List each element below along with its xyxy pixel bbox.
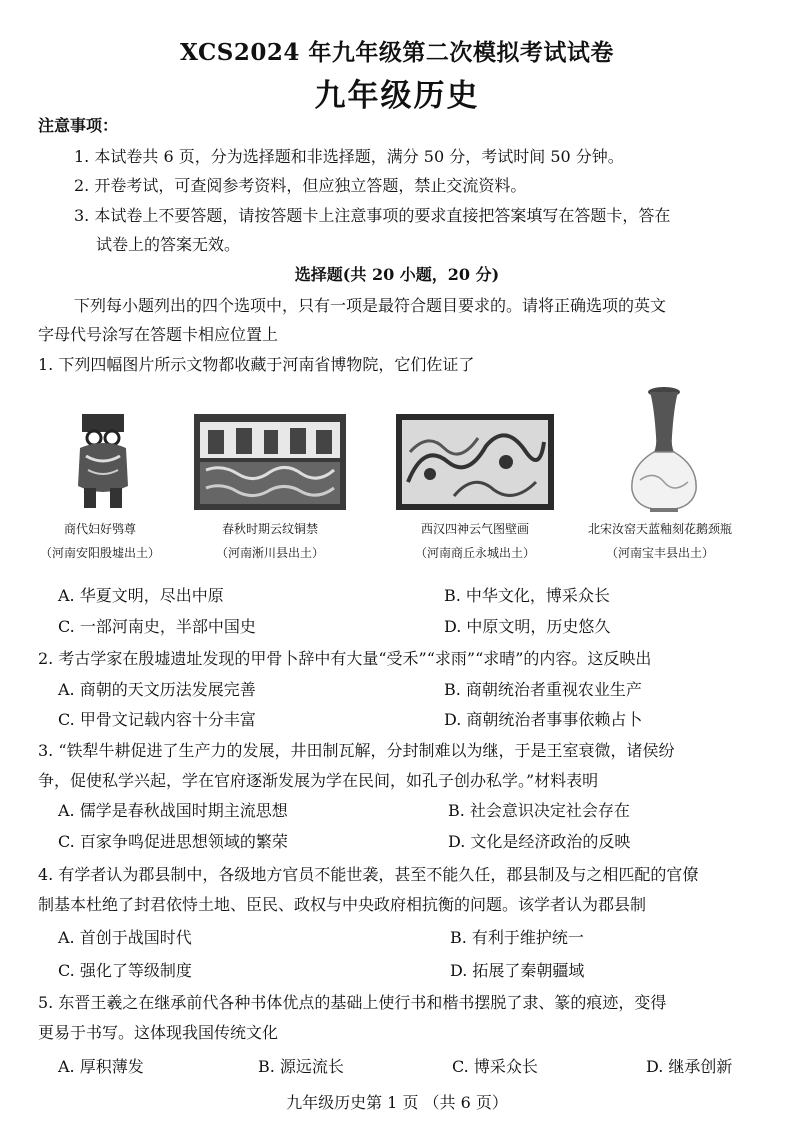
fig1-origin: （河南安阳殷墟出土） [39, 546, 160, 560]
q4-stem-2: 制基本杜绝了封君依恃土地、臣民、政权与中央政府相抗衡的问题。该学者认为郡县制 [38, 895, 647, 914]
mural-image [394, 412, 556, 512]
notice-item-3: 3. 本试卷上不要答题，请按答题卡上注意事项的要求直接把答案填写在答题卡，答在 [74, 206, 671, 225]
q5-option-c: C. 博采众长 [452, 1057, 538, 1076]
section-heading: 选择题(共 20 小题，20 分) [294, 265, 500, 284]
q1-option-d: D. 中原文明，历史悠久 [444, 617, 611, 636]
q3-option-d: D. 文化是经济政治的反映 [448, 832, 631, 851]
q4-option-d: D. 拓展了秦朝疆域 [450, 961, 585, 980]
notice-item-1: 1. 本试卷共 6 页，分为选择题和非选择题，满分 50 分，考试时间 50 分钟。 [74, 147, 624, 166]
q2-option-b: B. 商朝统治者重视农业生产 [444, 680, 642, 699]
q3-option-b: B. 社会意识决定社会存在 [448, 801, 630, 820]
notice-item-2: 2. 开卷考试，可查阅参考资料，但应独立答题，禁止交流资料。 [74, 176, 527, 195]
section-intro-2: 字母代号涂写在答题卡相应位置上 [38, 325, 279, 344]
section-intro-1: 下列每小题列出的四个选项中，只有一项是最符合题目要求的。请将正确选项的英文 [74, 296, 667, 315]
subject-title: 九年级历史 [314, 78, 480, 114]
exam-title: XCS2024 年九年级第二次模拟考试试卷 [180, 39, 614, 66]
notice-heading: 注意事项： [38, 116, 119, 135]
q1-option-c: C. 一部河南史，半部中国史 [58, 617, 256, 636]
q3-option-a: A. 儒学是春秋战国时期主流思想 [58, 801, 288, 820]
fig3-caption: 西汉四神云气图壁画 [420, 522, 529, 536]
fig2-origin: （河南淅川县出土） [215, 546, 324, 560]
q1-stem: 1. 下列四幅图片所示文物都收藏于河南省博物院，它们佐证了 [38, 355, 475, 374]
bronze-altar-image [192, 412, 348, 512]
notice-item-3-cont: 试卷上的答案无效。 [96, 235, 241, 254]
fig1-caption: 商代妇好鸮尊 [63, 522, 136, 536]
q4-option-c: C. 强化了等级制度 [58, 961, 192, 980]
fig3-origin: （河南商丘永城出土） [414, 546, 535, 560]
q5-stem-1: 5. 东晋王羲之在继承前代各种书体优点的基础上使行书和楷书摆脱了隶、篆的痕迹，变得 [38, 993, 667, 1012]
q3-option-c: C. 百家争鸣促进思想领域的繁荣 [58, 832, 288, 851]
q5-option-d: D. 继承创新 [646, 1057, 733, 1076]
q2-option-c: C. 甲骨文记载内容十分丰富 [58, 710, 256, 729]
q3-stem-1: 3. “铁犁牛耕促进了生产力的发展，井田制瓦解，分封制难以为继，于是王室衰微，诸侯纷 [38, 741, 675, 760]
q5-option-b: B. 源远流长 [258, 1057, 344, 1076]
q1-option-a: A. 华夏文明，尽出中原 [58, 586, 224, 605]
page-footer: 九年级历史第 1 页 （共 6 页） [286, 1093, 508, 1112]
fig2-caption: 春秋时期云纹铜禁 [221, 522, 318, 536]
vase-image [624, 386, 704, 514]
q5-option-a: A. 厚积薄发 [58, 1057, 144, 1076]
q1-option-b: B. 中华文化，博采众长 [444, 586, 610, 605]
q4-stem-1: 4. 有学者认为郡县制中，各级地方官员不能世袭，甚至不能久任，郡县制及与之相匹配的官僚 [38, 865, 699, 884]
q2-stem: 2. 考古学家在殷墟遗址发现的甲骨卜辞中有大量“受禾”“求雨”“求晴”的内容。这反映出 [38, 649, 652, 668]
fig4-origin: （河南宝丰县出土） [605, 546, 714, 560]
q3-stem-2: 争，促使私学兴起，学在官府逐渐发展为学在民间，如孔子创办私学。”材料表明 [38, 771, 599, 790]
q4-option-a: A. 首创于战国时代 [58, 928, 192, 947]
q2-option-d: D. 商朝统治者事事依赖占卜 [444, 710, 643, 729]
fig4-caption: 北宋汝窑天蓝釉刻花鹅颈瓶 [587, 522, 732, 536]
q2-option-a: A. 商朝的天文历法发展完善 [58, 680, 256, 699]
q4-option-b: B. 有利于维护统一 [450, 928, 584, 947]
owl-zun-image [72, 408, 134, 512]
q5-stem-2: 更易于书写。这体现我国传统文化 [38, 1023, 279, 1042]
